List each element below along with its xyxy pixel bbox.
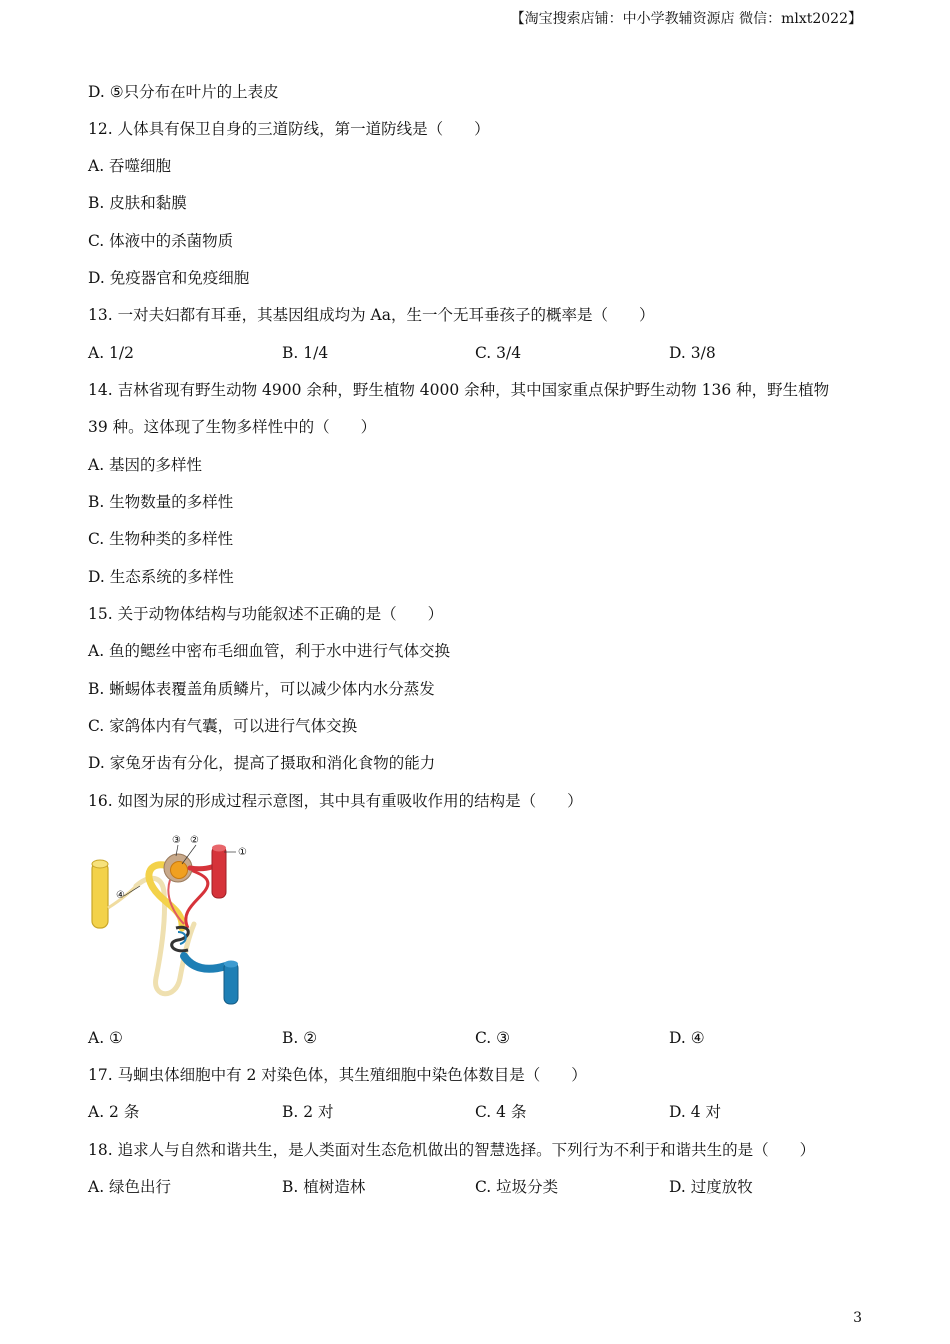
q15-option-d: D. 家兔牙齿有分化，提高了摄取和消化食物的能力 <box>88 754 436 772</box>
nephron-diagram <box>84 828 254 1006</box>
q17-options <box>88 1102 868 1122</box>
collecting-duct <box>92 862 108 928</box>
q15-stem: 15. 关于动物体结构与功能叙述不正确的是（ ） <box>88 605 444 623</box>
q13-option-c: C. 3/4 <box>475 344 522 362</box>
q13-options <box>88 343 868 363</box>
q18-option-b: B. 植树造林 <box>282 1178 366 1196</box>
q15-option-c: C. 家鸽体内有气囊，可以进行气体交换 <box>88 717 358 735</box>
q15-option-b: B. 蜥蜴体表覆盖角质鳞片，可以减少体内水分蒸发 <box>88 680 435 698</box>
renal-vein-top <box>224 961 238 968</box>
q12-stem: 12. 人体具有保卫自身的三道防线，第一道防线是（ ） <box>88 120 490 138</box>
renal-artery-top <box>212 845 226 852</box>
renal-artery <box>212 846 226 898</box>
q17-option-b: B. 2 对 <box>282 1103 334 1121</box>
glomerulus <box>171 862 188 879</box>
q18-options <box>88 1177 868 1197</box>
q14-stem-line1: 14. 吉林省现有野生动物 4900 余种，野生植物 4000 余种，其中国家重点保护野生动物 136 种，野生植物 <box>88 381 830 399</box>
q12-option-b: B. 皮肤和黏膜 <box>88 194 187 212</box>
q12-option-c: C. 体液中的杀菌物质 <box>88 232 234 250</box>
renal-vein <box>224 962 238 1004</box>
collecting-duct-top <box>92 860 108 868</box>
q16-option-c: C. ③ <box>475 1029 511 1047</box>
q16-option-b: B. ② <box>282 1029 318 1047</box>
q18-option-d: D. 过度放牧 <box>669 1178 753 1196</box>
q11-option-d: D. ⑤只分布在叶片的上表皮 <box>88 83 279 101</box>
q12-option-d: D. 免疫器官和免疫细胞 <box>88 269 250 287</box>
q14-option-a: A. 基因的多样性 <box>88 456 203 474</box>
page-number: 3 <box>853 1310 862 1326</box>
q17-option-a: A. 2 条 <box>88 1103 140 1121</box>
q18-option-c: C. 垃圾分类 <box>475 1178 559 1196</box>
q14-option-d: D. 生态系统的多样性 <box>88 568 234 586</box>
q12-option-a: A. 吞噬细胞 <box>88 157 172 175</box>
q13-option-b: B. 1/4 <box>282 344 329 362</box>
q14-stem-line2: 39 种。这体现了生物多样性中的（ ） <box>88 418 377 436</box>
leader-line-4 <box>124 886 140 896</box>
q15-option-a: A. 鱼的鳃丝中密布毛细血管，利于水中进行气体交换 <box>88 642 451 660</box>
label-2: ② <box>190 835 199 846</box>
q13-option-a: A. 1/2 <box>88 344 134 362</box>
q13-stem: 13. 一对夫妇都有耳垂，其基因组成均为 Aa，生一个无耳垂孩子的概率是（ ） <box>88 306 655 324</box>
label-3: ③ <box>172 835 181 846</box>
label-4: ④ <box>116 890 125 901</box>
q16-option-d: D. ④ <box>669 1029 705 1047</box>
q17-stem: 17. 马蛔虫体细胞中有 2 对染色体，其生殖细胞中染色体数目是（ ） <box>88 1066 587 1084</box>
q16-options <box>88 1028 868 1048</box>
q16-option-a: A. ① <box>88 1029 123 1047</box>
q14-option-c: C. 生物种类的多样性 <box>88 530 234 548</box>
q18-stem: 18. 追求人与自然和谐共生，是人类面对生态危机做出的智慧选择。下列行为不利于和谐共生的是（ ） <box>88 1141 816 1159</box>
q16-stem: 16. 如图为尿的形成过程示意图，其中具有重吸收作用的结构是（ ） <box>88 792 583 810</box>
q13-option-d: D. 3/8 <box>669 344 716 362</box>
q17-option-c: C. 4 条 <box>475 1103 527 1121</box>
page-header: 【淘宝搜索店铺：中小学教辅资源店 微信：mlxt2022】 <box>510 11 862 27</box>
q17-option-d: D. 4 对 <box>669 1103 722 1121</box>
renal-vein-branch <box>184 956 226 969</box>
q14-option-b: B. 生物数量的多样性 <box>88 493 234 511</box>
q18-option-a: A. 绿色出行 <box>88 1178 172 1196</box>
label-1: ① <box>238 847 247 858</box>
